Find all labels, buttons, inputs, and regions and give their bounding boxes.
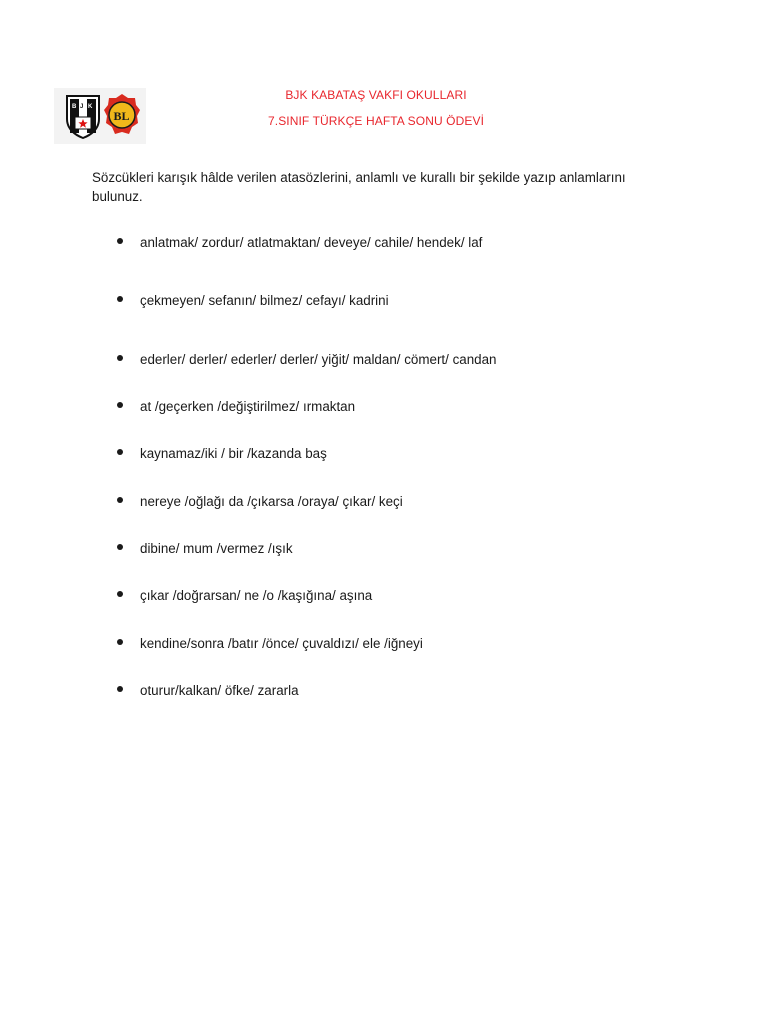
list-item: [117, 540, 293, 558]
bullet-icon: [117, 639, 123, 645]
svg-text:BL: BL: [113, 109, 130, 123]
svg-text:B: B: [72, 104, 77, 110]
list-item: [117, 292, 389, 310]
bullet-icon: [117, 497, 123, 503]
bullet-icon: [117, 591, 123, 597]
list-item: [117, 682, 299, 700]
proverb-text: at /geçerken /değiştirilmez/ ırmaktan: [140, 399, 356, 414]
list-item: [117, 351, 497, 369]
svg-text:K: K: [88, 104, 93, 110]
bullet-icon: [117, 238, 123, 244]
bullet-icon: [117, 402, 123, 408]
list-item: [117, 493, 403, 511]
proverb-text: oturur/kalkan/ öfke/ zararla: [140, 683, 299, 698]
list-item: [117, 398, 355, 416]
proverb-text: ederler/ derler/ ederler/ derler/ yiğit/ maldan/ cömert/ candan: [140, 352, 497, 367]
proverb-text: nereye /oğlağı da /çıkarsa /oraya/ çıkar/ keçi: [140, 494, 403, 509]
proverb-text: dibine/ mum /vermez /ışık: [140, 541, 293, 556]
list-item: [117, 587, 372, 605]
proverb-text: kaynamaz/iki / bir /kazanda baş: [140, 446, 327, 461]
list-item: [117, 234, 482, 252]
list-item: [117, 445, 327, 463]
proverb-text: kendine/sonra /batır /önce/ çuvaldızı/ ele /iğneyi: [140, 636, 423, 651]
bullet-icon: [117, 544, 123, 550]
proverb-text: anlatmak/ zordur/ atlatmaktan/ deveye/ cahile/ hendek/ laf: [140, 235, 483, 250]
school-name: BJK KABATAŞ VAKFI OKULLARI: [285, 88, 467, 102]
list-item: [117, 635, 423, 653]
proverb-text: çıkar /doğrarsan/ ne /o /kaşığına/ aşına: [140, 588, 373, 603]
instructions-paragraph: Sözcükleri karışık hâlde verilen atasözlerini, anlamlı ve kurallı bir şekilde yazıp anlamlarını bulunuz.: [92, 170, 626, 204]
bullet-icon: [117, 686, 123, 692]
bullet-icon: [117, 355, 123, 361]
bullet-icon: [117, 296, 123, 302]
proverb-text: çekmeyen/ sefanın/ bilmez/ cefayı/ kadrini: [140, 293, 389, 308]
svg-text:J: J: [80, 104, 84, 110]
assignment-title: 7.SINIF TÜRKÇE HAFTA SONU ÖDEVİ: [267, 114, 485, 128]
bullet-icon: [117, 449, 123, 455]
